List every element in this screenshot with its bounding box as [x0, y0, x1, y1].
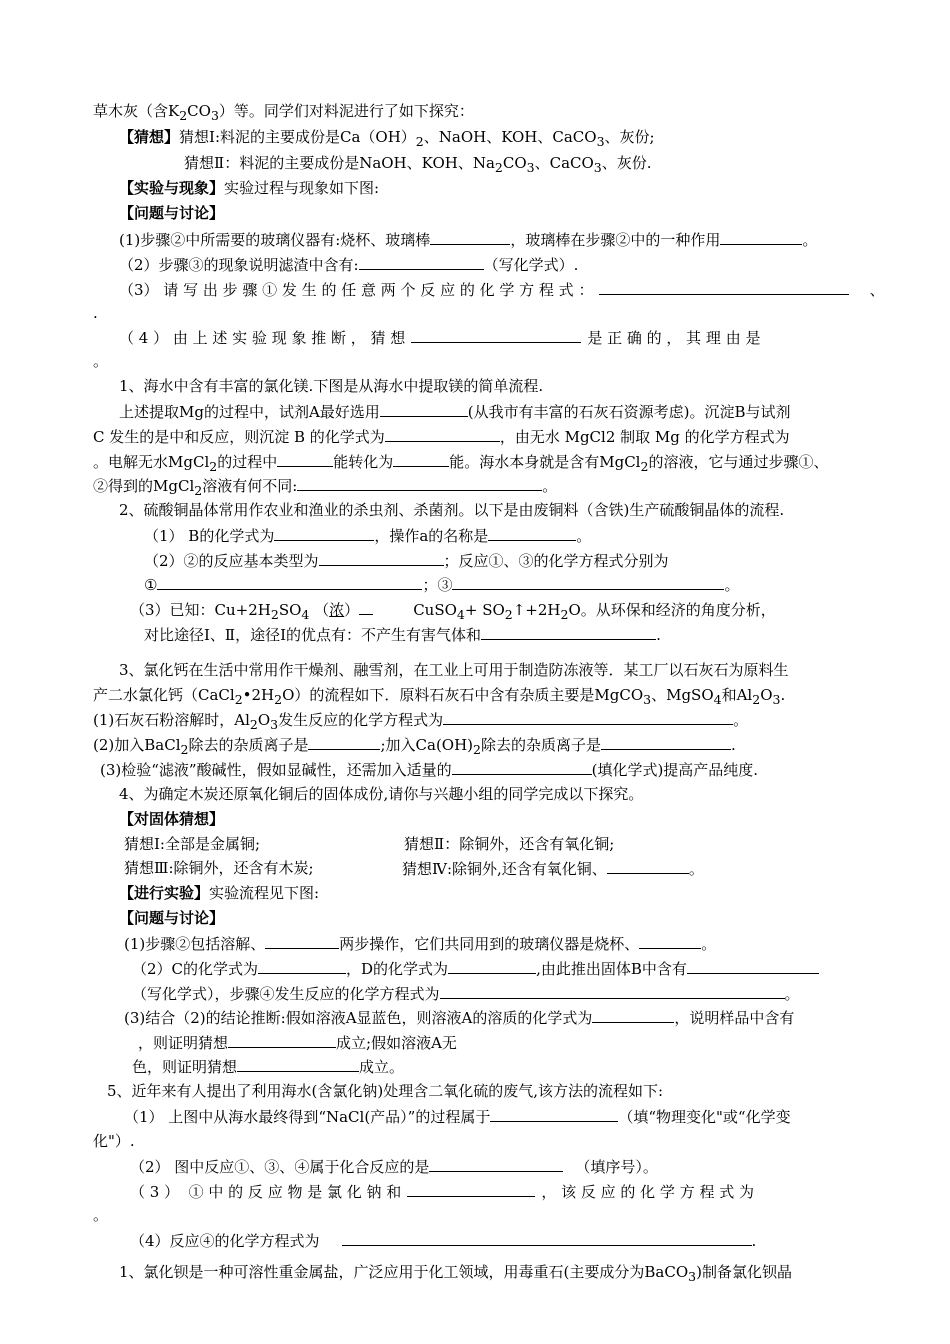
question-heading: 4、为确定木炭还原氧化铜后的固体成份,请你与兴趣小组的同学完成以下探究。: [119, 785, 644, 803]
answer-blank[interactable]: [687, 958, 819, 974]
answer-blank[interactable]: [452, 574, 724, 590]
section-heading: 【对固体猜想】: [119, 810, 225, 828]
answer-blank[interactable]: [601, 734, 731, 750]
text-line: 【猜想】猜想Ⅰ:料泥的主要成份是$Ca(OH)_2$、NaOH、KOH、CaCO$_3$、灰份;: [119, 128, 655, 149]
text-line: 化"）.: [93, 1132, 135, 1150]
answer-blank[interactable]: [319, 550, 444, 566]
text-line: 上述提取Mg的过程中，试剂A最好选用 (从我市有丰富的石灰石资源考虑)。沉淀B与试剂: [119, 403, 791, 421]
text-line: （2）步骤③的现象说明滤渣中含有: （写化学式）.: [119, 256, 579, 274]
text-line: C 发生的是中和反应，则沉淀 B 的化学式为 ，由无水 MgCl2 制取 Mg 的化学方程式为: [93, 428, 790, 446]
text-line: 色，则证明猜想 成立。: [132, 1058, 405, 1076]
text-line: 猜想Ⅳ:除铜外,还含有氧化铜、 。: [402, 860, 704, 878]
answer-blank[interactable]: [639, 933, 701, 949]
text-line: (1)步骤②包括溶解、 两步操作，它们共同用到的玻璃仪器是烧杯、 。: [124, 935, 717, 953]
text-line: 。电解无水MgCl$_2$的过程中 能转化为 能。海水本身就是含有MgCl$_2$的溶液，它与通过步骤①、: [93, 453, 829, 474]
answer-blank[interactable]: [157, 574, 422, 590]
answer-blank[interactable]: [342, 1230, 752, 1246]
answer-blank[interactable]: [297, 475, 542, 491]
text-line: (2)加入BaCl$_2$除去的杂质离子是 ;加入$Ca(OH)_2$除去的杂质离子是 .: [93, 736, 736, 757]
text-line: ②得到的MgCl$_2$溶液有何不同: 。: [93, 477, 558, 498]
text-line: （ 3 ） ① 中 的 反 应 物 是 氯 化 钠 和 ， 该 反 应 的 化 学 方 程 式 为: [130, 1183, 754, 1201]
text-line: （写化学式），步骤④发生反应的化学方程式为 。: [132, 985, 800, 1003]
section-heading: 【猜想】: [119, 128, 180, 146]
answer-blank[interactable]: [440, 983, 785, 999]
answer-blank[interactable]: [359, 254, 484, 270]
answer-blank[interactable]: [274, 525, 374, 541]
answer-blank[interactable]: [430, 229, 510, 245]
text-line: （1） 上图中从海水最终得到“NaCl(产品）”的过程属于 （填“物理变化"或“化学变: [124, 1108, 791, 1126]
answer-blank[interactable]: [720, 229, 802, 245]
text-line: 。: [93, 352, 109, 370]
text-line: 猜想Ⅲ:除铜外，还含有木炭;: [124, 859, 314, 877]
text-line: （4）反应④的化学方程式为 .: [130, 1232, 757, 1250]
answer-blank[interactable]: [308, 734, 380, 750]
question-heading: 3、氯化钙在生活中常用作干燥剂、融雪剂，在工业上可用于制造防冻液等．某工厂以石灰石为原料生: [119, 661, 789, 679]
section-heading: 【实验与现象】: [119, 179, 225, 197]
text-line: (3)检验“滤液”酸碱性，假如显碱性，还需加入适量的 (填化学式)提高产品纯度.: [100, 761, 759, 779]
question-heading: 1、海水中含有丰富的氯化镁.下图是从海水中提取镁的简单流程.: [119, 377, 544, 395]
text-line: (1)石灰石粉溶解时，$Al_2O_3$发生反应的化学方程式为 。: [93, 711, 749, 732]
text-line: 【进行实验】实验流程见下图:: [119, 884, 320, 902]
answer-blank[interactable]: [411, 327, 581, 343]
answer-blank[interactable]: [237, 1056, 359, 1072]
answer-blank[interactable]: [488, 525, 576, 541]
text-line: （2）C的化学式为 ，D的化学式为 ,由此推出固体B中含有: [132, 958, 819, 979]
question-heading: 2、硫酸铜晶体常用作农业和渔业的杀虫剂、杀菌剂。以下是由废铜料（含铁)生产硫酸铜晶体的流程.: [119, 501, 785, 519]
text-line: 草木灰（含$K_2CO_3$）等。同学们对料泥进行了如下探究：: [93, 102, 474, 123]
question-heading: 1、氯化钡是一种可溶性重金属盐，广泛应用于化工领域，用毒重石(主要成分为BaCO$_3$)制备氯化钡晶: [119, 1263, 792, 1284]
text-line: 猜想Ⅰ:全部是金属铜;: [124, 835, 261, 853]
text-line: （ 4 ） 由 上 述 实 验 现 象 推 断 ， 猜 想 是 正 确 的 ， 其 理 由 是: [119, 329, 761, 347]
text-line: 【实验与现象】实验过程与现象如下图:: [119, 179, 380, 197]
answer-blank[interactable]: [228, 1032, 336, 1048]
text-line: （3）已知：$Cu+2H_2SO_4$ （浓） CuSO$_4$+ $SO_2↑+2H_2O$。从环保和经济的角度分析，: [130, 601, 776, 622]
text-line: 对比途径Ⅰ、Ⅱ，途径Ⅰ的优点有：不产生有害气体和 .: [144, 626, 661, 644]
answer-blank[interactable]: [407, 1181, 535, 1197]
answer-blank[interactable]: [443, 709, 733, 725]
answer-blank[interactable]: [592, 1007, 674, 1023]
text-line: 猜想Ⅱ：料泥的主要成份是NaOH、KOH、$Na_2CO_3$、CaCO$_3$、灰份.: [184, 154, 652, 175]
answer-blank[interactable]: [452, 759, 592, 775]
question-heading: 5、近年来有人提出了利用海水(含氯化钠)处理含二氧化硫的废气,该方法的流程如下:: [107, 1082, 664, 1100]
answer-blank[interactable]: [448, 958, 536, 974]
text-line: （1） B的化学式为 ，操作a的名称是 。: [144, 527, 592, 545]
text-line: ① ；③ 。: [144, 576, 740, 594]
answer-blank[interactable]: [429, 1156, 563, 1172]
text-line: (3)结合（2)的结论推断:假如溶液A显蓝色，则溶液A的溶质的化学式为 ，说明样品中含有: [124, 1009, 795, 1027]
text-line: 猜想Ⅱ：除铜外，还含有氧化铜;: [404, 835, 615, 853]
text-line: 产二水氯化钙$(CaCl_2•2H_2O)$的流程如下．原料石灰石中含有杂质主要是MgCO$_3$、MgSO$_4$和$Al_2O_3$.: [93, 686, 786, 707]
text-line: ，则证明猜想 成立;假如溶液A无: [138, 1034, 457, 1052]
text-line: (1)步骤②中所需要的玻璃仪器有:烧杯、玻璃棒 ，玻璃棒在步骤②中的一种作用 。: [119, 231, 818, 249]
answer-blank[interactable]: [490, 1106, 618, 1122]
answer-blank[interactable]: [607, 858, 689, 874]
answer-blank[interactable]: [599, 279, 849, 295]
text-line: .: [93, 304, 98, 322]
section-heading: 【问题与讨论】: [119, 909, 225, 927]
answer-blank[interactable]: [481, 624, 656, 640]
reaction-arrow: [359, 599, 373, 615]
condition-label: 浓: [329, 601, 345, 619]
answer-blank[interactable]: [385, 426, 500, 442]
text-line: （2）②的反应基本类型为 ；反应①、③的化学方程式分别为: [144, 552, 669, 570]
text-line: （2） 图中反应①、③、④属于化合反应的是 （填序号）。: [130, 1158, 658, 1176]
text-line: （3） 请 写 出 步 骤 ① 发 生 的 任 意 两 个 反 应 的 化 学 方 程 式 ： 、: [119, 281, 885, 299]
text-line: 。: [93, 1206, 109, 1224]
answer-blank[interactable]: [393, 451, 449, 467]
answer-blank[interactable]: [265, 933, 339, 949]
answer-blank[interactable]: [277, 451, 333, 467]
answer-blank[interactable]: [380, 401, 468, 417]
section-heading: 【问题与讨论】: [119, 204, 225, 222]
section-heading: 【进行实验】: [119, 884, 210, 902]
answer-blank[interactable]: [258, 958, 346, 974]
